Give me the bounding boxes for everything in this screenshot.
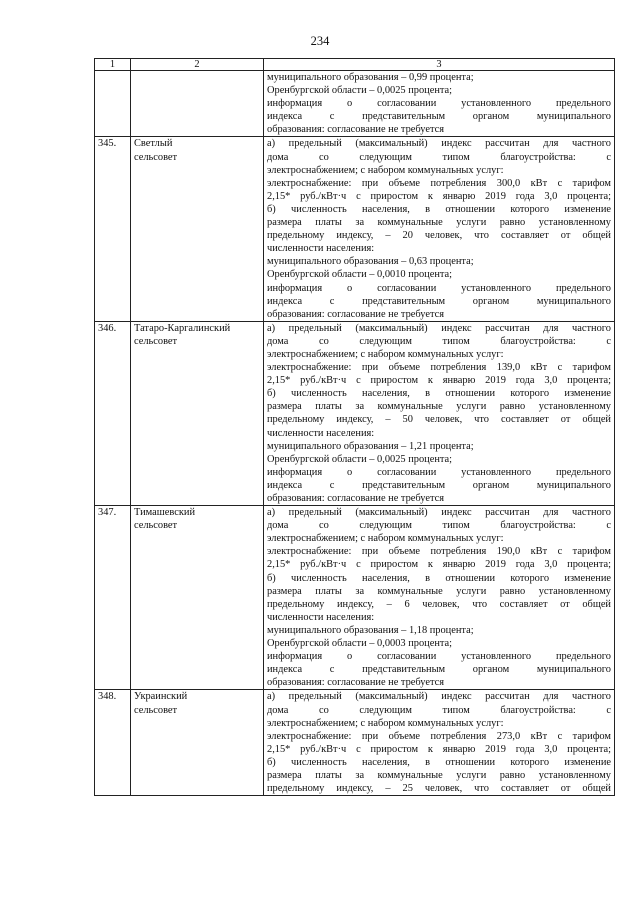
text-line: предельному индексу, – 25 человек, что составляет от общей — [267, 783, 611, 795]
text-line: дома со следующим типом благоустройства: с — [267, 335, 611, 347]
text-line: информация о согласовании установленного предельного — [267, 98, 611, 110]
cell-name — [131, 506, 264, 690]
text-line: дома со следующим типом благоустройства: с — [267, 151, 611, 163]
table-row — [95, 690, 615, 796]
text-line: образования: согласование не требуется — [267, 124, 445, 136]
text-line: а) предельный (максимальный) индекс рассчитан для частного — [267, 322, 611, 334]
table-row — [95, 321, 615, 505]
text-line: муниципального образования – 1,21 процента; — [267, 440, 474, 452]
text-line: электроснабжением; с набором коммунальных услуг: — [267, 533, 504, 545]
text-line: образования: согласование не требуется — [267, 308, 445, 320]
table-row — [95, 137, 615, 321]
table-header — [95, 59, 615, 71]
text-line: размера платы за коммунальные услуги равно установленному — [267, 585, 611, 597]
cell-number: 348. — [95, 690, 131, 796]
text-line: индекса с представительным органом муниципального — [267, 664, 611, 676]
text-line: Оренбургской области – 0,0025 процента; — [267, 85, 453, 97]
name-line: сельсовет — [134, 704, 178, 716]
text-line: б) численность населения, в отношении которого изменение — [267, 572, 611, 584]
text-line: а) предельный (максимальный) индекс рассчитан для частного — [267, 691, 611, 703]
text-line: дома со следующим типом благоустройства: с — [267, 704, 611, 716]
text-line: муниципального образования – 0,63 процента; — [267, 256, 474, 268]
cell-name — [131, 321, 264, 505]
cell-text — [264, 71, 615, 137]
text-line: предельному индексу, – 20 человек, что составляет от общей — [267, 230, 611, 242]
text-line: б) численность населения, в отношении которого изменение — [267, 756, 611, 768]
text-line: муниципального образования – 0,99 процента; — [267, 72, 474, 83]
text-line: 2,15* руб./кВт·ч с приростом к январю 2019 года 3,0 процента; — [267, 559, 611, 571]
header-col-3: 3 — [264, 59, 615, 71]
cell-text — [264, 690, 615, 796]
name-line: Украинский — [134, 691, 188, 703]
table-body — [95, 71, 615, 796]
cell-name — [131, 690, 264, 796]
cell-text — [264, 137, 615, 321]
text-line: индекса с представительным органом муниципального — [267, 111, 611, 123]
text-line: индекса с представительным органом муниципального — [267, 479, 611, 491]
text-line: размера платы за коммунальные услуги равно установленному — [267, 769, 611, 781]
text-line: информация о согласовании установленного предельного — [267, 282, 611, 294]
text-line: размера платы за коммунальные услуги равно установленному — [267, 217, 611, 229]
text-line: образования: согласование не требуется — [267, 677, 445, 689]
table-row-continuation — [95, 71, 615, 137]
text-line: численности населения: — [267, 611, 375, 623]
text-line: образования: согласование не требуется — [267, 493, 445, 504]
page-number: 234 — [310, 34, 330, 48]
text-line: б) численность населения, в отношении которого изменение — [267, 203, 611, 215]
data-table — [94, 58, 615, 796]
cell-number: 345. — [95, 137, 131, 321]
header-col-2: 2 — [131, 59, 264, 71]
text-line: электроснабжением; с набором коммунальных услуг: — [267, 717, 504, 729]
text-line: информация о согласовании установленного предельного — [267, 466, 611, 478]
text-line: численности населения: — [267, 243, 375, 255]
text-line: а) предельный (максимальный) индекс рассчитан для частного — [267, 138, 611, 150]
text-line: а) предельный (максимальный) индекс рассчитан для частного — [267, 507, 611, 519]
text-line: электроснабжением; с набором коммунальных услуг: — [267, 164, 504, 176]
cell-name — [131, 71, 264, 137]
name-line: сельсовет — [134, 151, 178, 163]
cell-number: 346. — [95, 321, 131, 505]
text-line: электроснабжение: при объеме потребления 190,0 кВт с тарифом — [267, 546, 611, 558]
name-line: Татаро-Каргалинский — [134, 322, 231, 334]
text-line: индекса с представительным органом муниципального — [267, 295, 611, 307]
text-line: 2,15* руб./кВт·ч с приростом к январю 2019 года 3,0 процента; — [267, 375, 611, 387]
table-row — [95, 506, 615, 690]
text-line: размера платы за коммунальные услуги равно установленному — [267, 401, 611, 413]
cell-text — [264, 506, 615, 690]
cell-number — [95, 71, 131, 137]
text-line: электроснабжение: при объеме потребления 273,0 кВт с тарифом — [267, 730, 611, 742]
cell-text — [264, 321, 615, 505]
text-line: 2,15* руб./кВт·ч с приростом к январю 2019 года 3,0 процента; — [267, 190, 611, 202]
name-line: Тимашевский — [134, 507, 196, 519]
text-line: б) численность населения, в отношении которого изменение — [267, 388, 611, 400]
header-col-1: 1 — [95, 59, 131, 71]
text-line: 2,15* руб./кВт·ч с приростом к январю 2019 года 3,0 процента; — [267, 743, 611, 755]
name-line: сельсовет — [134, 335, 178, 347]
name-line: сельсовет — [134, 520, 178, 532]
text-line: Оренбургской области – 0,0003 процента; — [267, 638, 453, 650]
cell-number: 347. — [95, 506, 131, 690]
text-line: электроснабжение: при объеме потребления 300,0 кВт с тарифом — [267, 177, 611, 189]
text-line: дома со следующим типом благоустройства: с — [267, 520, 611, 532]
name-line: Светлый — [134, 138, 173, 150]
text-line: численности населения: — [267, 427, 375, 439]
text-line: электроснабжением; с набором коммунальных услуг: — [267, 348, 504, 360]
text-line: предельному индексу, – 50 человек, что составляет от общей — [267, 414, 611, 426]
text-line: электроснабжение: при объеме потребления 139,0 кВт с тарифом — [267, 362, 611, 374]
text-line: Оренбургской области – 0,0010 процента; — [267, 269, 453, 281]
text-line: предельному индексу, – 6 человек, что составляет от общей — [267, 598, 611, 610]
text-line: информация о согласовании установленного предельного — [267, 651, 611, 663]
text-line: Оренбургской области – 0,0025 процента; — [267, 453, 453, 465]
cell-name — [131, 137, 264, 321]
text-line: муниципального образования – 1,18 процента; — [267, 624, 474, 636]
